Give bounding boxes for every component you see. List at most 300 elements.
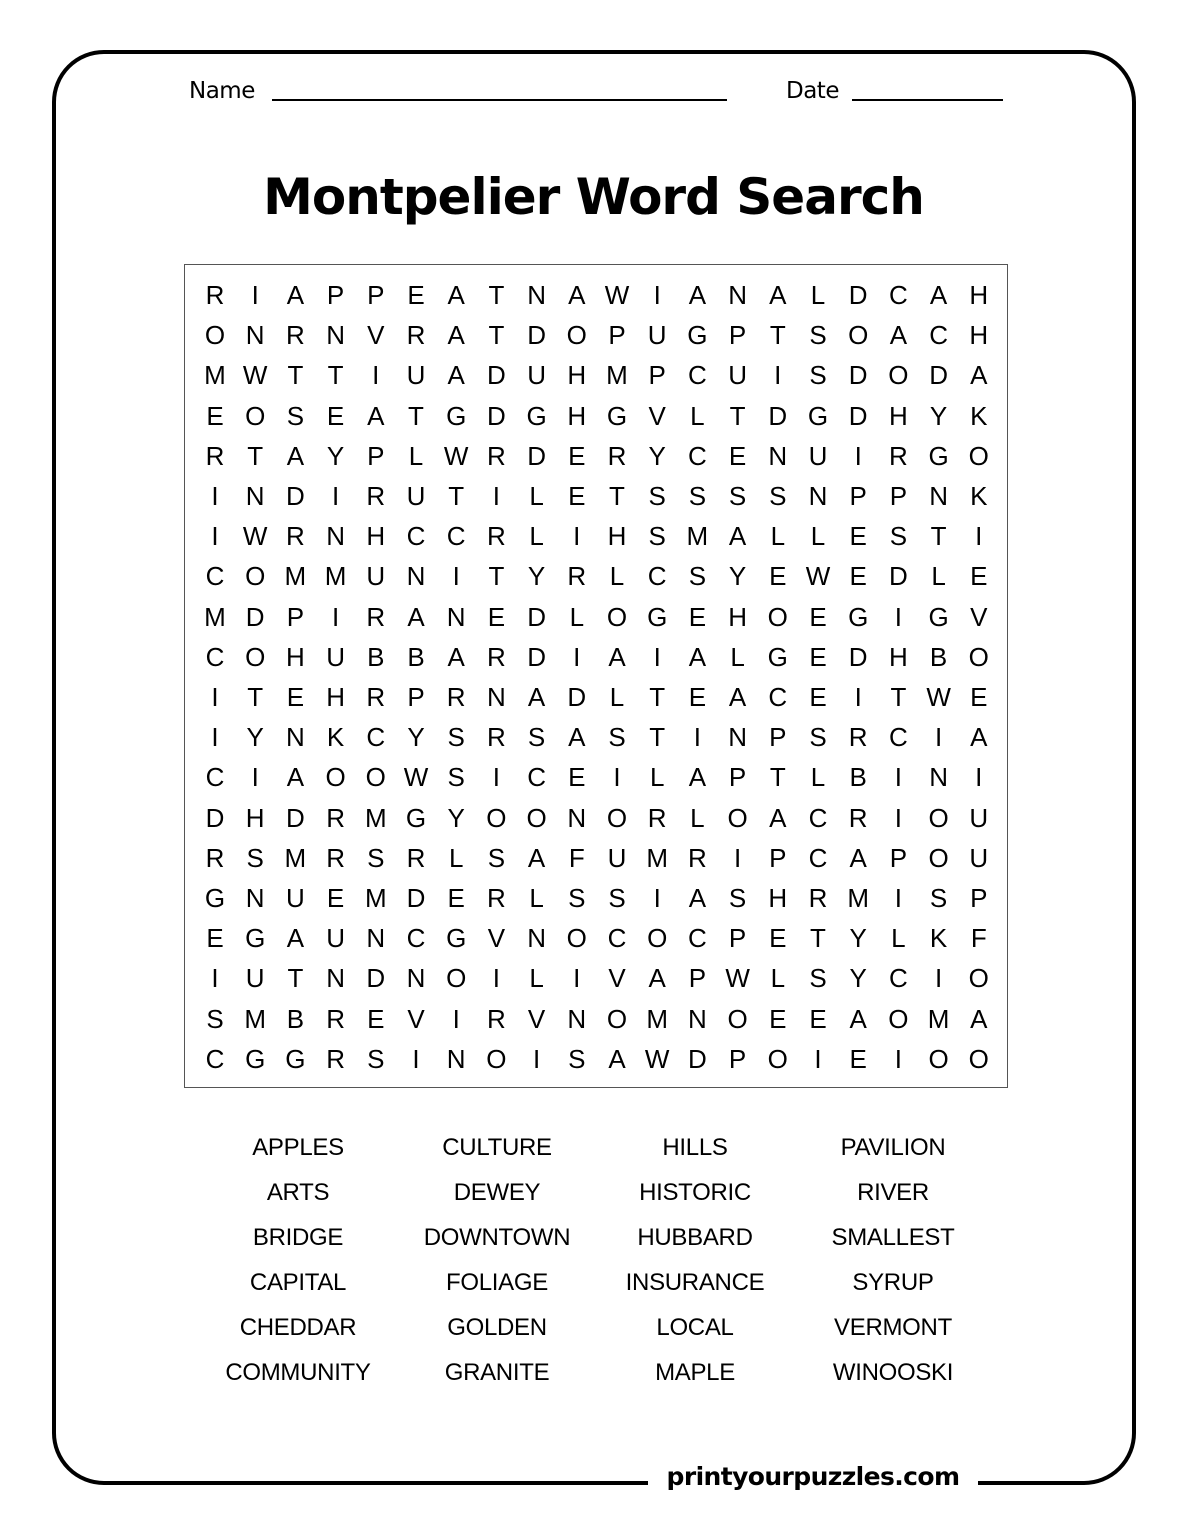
grid-cell[interactable]: D — [527, 320, 546, 351]
grid-cell[interactable]: I — [372, 360, 380, 391]
grid-cell[interactable]: O — [325, 762, 346, 793]
grid-cell[interactable]: U — [808, 440, 828, 471]
grid-cell[interactable]: D — [688, 1043, 707, 1074]
grid-cell[interactable]: H — [607, 521, 627, 552]
grid-cell[interactable]: M — [646, 1003, 669, 1034]
grid-cell[interactable]: E — [728, 440, 747, 471]
grid-cell[interactable]: I — [211, 963, 219, 994]
grid-cell[interactable]: S — [447, 722, 465, 753]
grid-cell[interactable]: H — [768, 883, 788, 913]
grid-cell[interactable]: A — [447, 360, 465, 391]
grid-cell[interactable]: D — [245, 601, 265, 632]
grid-cell[interactable]: H — [969, 280, 989, 310]
grid-cell[interactable]: R — [366, 682, 386, 712]
grid-cell[interactable]: S — [367, 842, 385, 873]
grid-cell[interactable]: T — [247, 440, 264, 471]
grid-cell[interactable]: B — [849, 762, 867, 793]
grid-cell[interactable]: A — [608, 1043, 626, 1074]
grid-cell[interactable]: E — [206, 923, 224, 954]
grid-cell[interactable]: P — [970, 883, 988, 913]
grid-cell[interactable]: S — [648, 521, 666, 552]
grid-cell[interactable]: D — [848, 641, 868, 672]
grid-cell[interactable]: I — [894, 762, 902, 793]
grid-cell[interactable]: A — [688, 641, 707, 672]
grid-cell[interactable]: G — [687, 320, 708, 351]
grid-cell[interactable]: K — [929, 923, 948, 954]
grid-cell[interactable]: U — [647, 320, 667, 351]
grid-cell[interactable]: A — [447, 320, 465, 351]
grid-cell[interactable]: I — [894, 802, 902, 833]
grid-cell[interactable]: O — [606, 802, 628, 833]
grid-cell[interactable]: A — [527, 682, 546, 712]
grid-cell[interactable]: V — [487, 923, 506, 954]
grid-cell[interactable]: P — [407, 682, 425, 712]
grid-cell[interactable]: S — [809, 360, 827, 391]
grid-cell[interactable]: U — [969, 842, 989, 873]
grid-cell[interactable]: B — [407, 641, 425, 672]
grid-cell[interactable]: O — [446, 963, 467, 994]
grid-cell[interactable]: R — [205, 440, 225, 471]
grid-cell[interactable]: Y — [407, 722, 425, 753]
grid-cell[interactable]: M — [927, 1003, 950, 1034]
grid-cell[interactable]: A — [769, 802, 787, 833]
grid-cell[interactable]: C — [929, 320, 948, 351]
grid-cell[interactable]: W — [926, 682, 951, 712]
grid-cell[interactable]: R — [446, 682, 466, 712]
grid-cell[interactable]: R — [366, 481, 386, 511]
grid-cell[interactable]: O — [365, 762, 386, 793]
grid-cell[interactable]: S — [568, 883, 586, 913]
grid-cell[interactable]: E — [568, 762, 586, 793]
grid-cell[interactable]: U — [527, 360, 546, 391]
grid-cell[interactable]: T — [769, 762, 786, 793]
grid-cell[interactable]: V — [367, 320, 385, 351]
grid-cell[interactable]: I — [211, 481, 219, 511]
grid-cell[interactable]: I — [975, 762, 983, 793]
grid-cell[interactable]: I — [573, 521, 581, 552]
grid-cell[interactable]: B — [367, 641, 385, 672]
grid-cell[interactable]: E — [970, 561, 988, 592]
grid-cell[interactable]: P — [608, 320, 626, 351]
grid-cell[interactable]: D — [527, 641, 546, 672]
grid-cell[interactable]: T — [287, 360, 304, 391]
grid-cell[interactable]: O — [486, 802, 507, 833]
grid-cell[interactable]: E — [769, 923, 787, 954]
grid-cell[interactable]: W — [403, 762, 429, 793]
grid-cell[interactable]: S — [809, 320, 827, 351]
grid-cell[interactable]: P — [728, 1043, 747, 1074]
grid-cell[interactable]: S — [889, 521, 908, 552]
grid-cell[interactable]: D — [286, 481, 305, 511]
grid-cell[interactable]: C — [205, 1043, 225, 1074]
grid-cell[interactable]: C — [205, 762, 225, 793]
grid-cell[interactable]: N — [728, 722, 747, 753]
grid-cell[interactable]: O — [968, 641, 989, 672]
grid-cell[interactable]: G — [405, 802, 427, 833]
grid-cell[interactable]: C — [688, 440, 707, 471]
grid-cell[interactable]: T — [609, 481, 625, 511]
grid-cell[interactable]: C — [205, 561, 225, 592]
grid-cell[interactable]: M — [284, 842, 307, 873]
grid-cell[interactable]: L — [649, 762, 665, 793]
grid-cell[interactable]: V — [407, 1003, 425, 1034]
grid-cell[interactable]: I — [854, 440, 862, 471]
grid-cell[interactable]: T — [488, 280, 505, 310]
grid-cell[interactable]: R — [406, 320, 426, 351]
grid-cell[interactable]: R — [889, 440, 908, 471]
grid-cell[interactable]: I — [854, 682, 862, 712]
grid-cell[interactable]: E — [407, 280, 425, 310]
grid-cell[interactable]: R — [326, 842, 345, 873]
grid-cell[interactable]: R — [366, 601, 386, 632]
grid-cell[interactable]: S — [929, 883, 948, 913]
grid-cell[interactable]: D — [527, 440, 546, 471]
grid-cell[interactable]: N — [245, 883, 265, 913]
grid-cell[interactable]: S — [688, 481, 707, 511]
grid-cell[interactable]: N — [768, 440, 788, 471]
grid-cell[interactable]: O — [486, 1043, 507, 1074]
grid-cell[interactable]: T — [287, 963, 304, 994]
grid-cell[interactable]: N — [487, 682, 506, 712]
grid-cell[interactable]: I — [693, 722, 701, 753]
grid-cell[interactable]: M — [324, 561, 347, 592]
grid-cell[interactable]: E — [849, 561, 867, 592]
grid-cell[interactable]: R — [688, 842, 707, 873]
grid-cell[interactable]: O — [968, 440, 989, 471]
grid-cell[interactable]: S — [206, 1003, 224, 1034]
grid-cell[interactable]: O — [245, 561, 266, 592]
grid-cell[interactable]: A — [608, 641, 626, 672]
grid-cell[interactable]: Y — [728, 561, 747, 592]
grid-cell[interactable]: S — [809, 722, 827, 753]
grid-cell[interactable]: K — [326, 722, 345, 753]
grid-cell[interactable]: O — [928, 802, 949, 833]
grid-cell[interactable]: E — [809, 601, 827, 632]
grid-cell[interactable]: C — [768, 682, 788, 712]
grid-cell[interactable]: E — [286, 682, 305, 712]
grid-cell[interactable]: T — [488, 320, 505, 351]
grid-cell[interactable]: E — [849, 1043, 867, 1074]
grid-cell[interactable]: R — [205, 842, 225, 873]
grid-cell[interactable]: E — [809, 641, 827, 672]
grid-cell[interactable]: W — [644, 1043, 670, 1074]
grid-cell[interactable]: A — [447, 280, 465, 310]
grid-cell[interactable]: R — [848, 802, 868, 833]
grid-cell[interactable]: G — [446, 400, 467, 431]
grid-cell[interactable]: P — [367, 440, 385, 471]
grid-cell[interactable]: K — [970, 481, 988, 511]
grid-cell[interactable]: H — [326, 682, 345, 712]
grid-cell[interactable]: O — [928, 1043, 949, 1074]
grid-cell[interactable]: H — [889, 641, 908, 672]
grid-cell[interactable]: A — [527, 842, 546, 873]
grid-cell[interactable]: P — [367, 280, 385, 310]
grid-cell[interactable]: L — [770, 963, 786, 994]
grid-cell[interactable]: E — [809, 682, 827, 712]
grid-cell[interactable]: E — [447, 883, 465, 913]
grid-cell[interactable]: G — [647, 601, 668, 632]
grid-cell[interactable]: I — [653, 280, 661, 310]
grid-cell[interactable]: N — [567, 1003, 587, 1034]
grid-cell[interactable]: U — [326, 641, 345, 672]
grid-cell[interactable]: T — [930, 521, 947, 552]
grid-cell[interactable]: U — [406, 360, 426, 391]
grid-cell[interactable]: D — [205, 802, 225, 833]
grid-cell[interactable]: L — [529, 883, 544, 913]
grid-cell[interactable]: N — [326, 320, 345, 351]
grid-cell[interactable]: K — [970, 400, 988, 431]
grid-cell[interactable]: G — [928, 601, 949, 632]
grid-cell[interactable]: G — [446, 923, 467, 954]
grid-cell[interactable]: S — [286, 400, 305, 431]
grid-cell[interactable]: A — [568, 280, 586, 310]
grid-cell[interactable]: I — [452, 1003, 460, 1034]
grid-cell[interactable]: S — [608, 722, 626, 753]
grid-cell[interactable]: E — [568, 481, 586, 511]
grid-cell[interactable]: H — [366, 521, 386, 552]
grid-cell[interactable]: E — [970, 682, 988, 712]
grid-cell[interactable]: N — [446, 1043, 466, 1074]
grid-cell[interactable]: C — [647, 561, 667, 592]
grid-cell[interactable]: I — [251, 280, 259, 310]
grid-cell[interactable]: R — [205, 280, 225, 310]
grid-cell[interactable]: C — [406, 923, 426, 954]
grid-cell[interactable]: O — [245, 400, 266, 431]
grid-cell[interactable]: T — [327, 360, 344, 391]
grid-cell[interactable]: R — [286, 320, 305, 351]
grid-cell[interactable]: O — [204, 320, 226, 351]
grid-cell[interactable]: F — [970, 923, 987, 954]
grid-cell[interactable]: D — [848, 400, 868, 431]
grid-cell[interactable]: O — [526, 802, 547, 833]
grid-cell[interactable]: R — [326, 1043, 345, 1074]
grid-cell[interactable]: U — [245, 963, 265, 994]
grid-cell[interactable]: B — [286, 1003, 305, 1034]
grid-cell[interactable]: L — [810, 762, 826, 793]
grid-cell[interactable]: D — [366, 963, 386, 994]
grid-cell[interactable]: O — [968, 1043, 989, 1074]
grid-cell[interactable]: A — [286, 440, 305, 471]
grid-cell[interactable]: Y — [648, 440, 666, 471]
grid-cell[interactable]: M — [606, 360, 628, 391]
grid-cell[interactable]: D — [406, 883, 426, 913]
grid-cell[interactable]: N — [286, 722, 305, 753]
grid-cell[interactable]: G — [848, 601, 869, 632]
grid-cell[interactable]: N — [688, 1003, 707, 1034]
grid-cell[interactable]: C — [889, 280, 908, 310]
grid-cell[interactable]: V — [970, 601, 988, 632]
grid-cell[interactable]: H — [567, 400, 587, 431]
grid-cell[interactable]: C — [406, 521, 426, 552]
grid-cell[interactable]: R — [406, 842, 426, 873]
grid-cell[interactable]: D — [487, 360, 506, 391]
grid-cell[interactable]: P — [286, 601, 305, 632]
grid-cell[interactable]: E — [769, 561, 787, 592]
grid-cell[interactable]: M — [364, 802, 387, 833]
grid-cell[interactable]: L — [891, 923, 906, 954]
grid-cell[interactable]: A — [929, 280, 948, 310]
grid-cell[interactable]: G — [767, 641, 788, 672]
grid-cell[interactable]: Y — [447, 802, 465, 833]
name-field-line[interactable] — [272, 99, 727, 101]
grid-cell[interactable]: L — [690, 400, 705, 431]
grid-cell[interactable]: C — [607, 923, 627, 954]
grid-cell[interactable]: I — [412, 1043, 420, 1074]
grid-cell[interactable]: O — [647, 923, 668, 954]
grid-cell[interactable]: N — [446, 601, 466, 632]
grid-cell[interactable]: R — [487, 521, 506, 552]
date-field-line[interactable] — [852, 99, 1003, 101]
grid-cell[interactable]: T — [649, 722, 666, 753]
grid-cell[interactable]: M — [646, 842, 669, 873]
grid-cell[interactable]: R — [487, 641, 506, 672]
grid-cell[interactable]: L — [931, 561, 946, 592]
grid-cell[interactable]: T — [890, 682, 907, 712]
grid-cell[interactable]: I — [211, 521, 219, 552]
grid-cell[interactable]: D — [929, 360, 948, 391]
grid-cell[interactable]: D — [527, 601, 546, 632]
grid-cell[interactable]: A — [728, 682, 747, 712]
grid-cell[interactable]: N — [728, 280, 747, 310]
grid-cell[interactable]: M — [244, 1003, 267, 1034]
grid-cell[interactable]: U — [326, 923, 345, 954]
grid-cell[interactable]: I — [894, 1043, 902, 1074]
grid-cell[interactable]: E — [326, 400, 345, 431]
grid-cell[interactable]: N — [929, 762, 948, 793]
grid-cell[interactable]: I — [653, 641, 661, 672]
grid-cell[interactable]: W — [242, 521, 268, 552]
grid-cell[interactable]: R — [808, 883, 828, 913]
grid-cell[interactable]: P — [849, 481, 867, 511]
grid-cell[interactable]: T — [247, 682, 264, 712]
grid-cell[interactable]: M — [847, 883, 870, 913]
grid-cell[interactable]: O — [888, 360, 909, 391]
grid-cell[interactable]: L — [569, 601, 585, 632]
grid-cell[interactable]: I — [613, 762, 621, 793]
grid-cell[interactable]: A — [970, 722, 988, 753]
grid-cell[interactable]: G — [928, 440, 949, 471]
grid-cell[interactable]: T — [729, 400, 746, 431]
grid-cell[interactable]: R — [326, 1003, 345, 1034]
grid-cell[interactable]: O — [727, 802, 748, 833]
grid-cell[interactable]: O — [566, 320, 587, 351]
grid-cell[interactable]: W — [604, 280, 630, 310]
grid-cell[interactable]: P — [688, 963, 707, 994]
grid-cell[interactable]: D — [286, 802, 305, 833]
grid-cell[interactable]: D — [487, 400, 506, 431]
grid-cell[interactable]: G — [245, 923, 266, 954]
grid-cell[interactable]: T — [810, 923, 826, 954]
grid-cell[interactable]: Y — [326, 440, 345, 471]
grid-cell[interactable]: S — [728, 481, 747, 511]
grid-cell[interactable]: E — [206, 400, 224, 431]
grid-cell[interactable]: A — [286, 280, 305, 310]
grid-cell[interactable]: A — [407, 601, 425, 632]
grid-cell[interactable]: I — [573, 641, 581, 672]
grid-cell[interactable]: I — [814, 1043, 822, 1074]
grid-cell[interactable]: O — [928, 842, 949, 873]
grid-cell[interactable]: G — [204, 883, 226, 913]
grid-cell[interactable]: L — [770, 521, 786, 552]
grid-cell[interactable]: U — [607, 842, 627, 873]
grid-cell[interactable]: G — [606, 400, 628, 431]
grid-cell[interactable]: R — [286, 521, 305, 552]
grid-cell[interactable]: L — [529, 963, 544, 994]
grid-cell[interactable]: U — [969, 802, 989, 833]
grid-cell[interactable]: I — [934, 963, 943, 994]
grid-cell[interactable]: L — [529, 481, 544, 511]
grid-cell[interactable]: A — [568, 722, 586, 753]
grid-cell[interactable]: F — [568, 842, 585, 873]
grid-cell[interactable]: I — [251, 762, 259, 793]
grid-cell[interactable]: S — [648, 481, 666, 511]
grid-cell[interactable]: I — [211, 722, 219, 753]
grid-cell[interactable]: I — [975, 521, 983, 552]
grid-cell[interactable]: O — [888, 1003, 909, 1034]
grid-cell[interactable]: C — [205, 641, 225, 672]
grid-cell[interactable]: H — [889, 400, 908, 431]
grid-cell[interactable]: C — [889, 722, 908, 753]
grid-cell[interactable]: N — [808, 481, 828, 511]
grid-cell[interactable]: A — [688, 280, 707, 310]
grid-cell[interactable]: O — [848, 320, 869, 351]
grid-cell[interactable]: A — [970, 1003, 988, 1034]
grid-cell[interactable]: R — [487, 722, 506, 753]
grid-cell[interactable]: W — [725, 963, 750, 994]
grid-cell[interactable]: R — [326, 802, 345, 833]
grid-cell[interactable]: Y — [527, 561, 546, 592]
grid-cell[interactable]: D — [768, 400, 788, 431]
grid-cell[interactable]: S — [608, 883, 626, 913]
grid-cell[interactable]: U — [286, 883, 305, 913]
grid-cell[interactable]: I — [894, 883, 902, 913]
grid-cell[interactable]: N — [527, 923, 546, 954]
grid-cell[interactable]: H — [969, 320, 989, 351]
grid-cell[interactable]: A — [286, 923, 305, 954]
grid-cell[interactable]: L — [690, 802, 705, 833]
grid-cell[interactable]: U — [728, 360, 747, 391]
grid-cell[interactable]: V — [608, 963, 626, 994]
grid-cell[interactable]: L — [730, 641, 745, 672]
grid-cell[interactable]: R — [607, 440, 627, 471]
grid-cell[interactable]: A — [849, 1003, 867, 1034]
grid-cell[interactable]: E — [849, 521, 867, 552]
grid-cell[interactable]: P — [648, 360, 666, 391]
grid-cell[interactable]: C — [808, 802, 828, 833]
grid-cell[interactable]: A — [728, 521, 747, 552]
grid-cell[interactable]: P — [728, 320, 747, 351]
grid-cell[interactable]: D — [567, 682, 587, 712]
grid-cell[interactable]: D — [848, 360, 868, 391]
grid-cell[interactable]: E — [326, 883, 345, 913]
grid-cell[interactable]: M — [204, 360, 226, 391]
grid-cell[interactable]: I — [492, 963, 500, 994]
grid-cell[interactable]: S — [809, 963, 827, 994]
grid-cell[interactable]: G — [526, 400, 547, 431]
grid-cell[interactable]: N — [929, 481, 948, 511]
grid-cell[interactable]: G — [807, 400, 829, 431]
grid-cell[interactable]: A — [447, 641, 465, 672]
grid-cell[interactable]: A — [889, 320, 908, 351]
grid-cell[interactable]: A — [688, 883, 707, 913]
grid-cell[interactable]: A — [648, 963, 666, 994]
grid-cell[interactable]: L — [408, 440, 424, 471]
grid-cell[interactable]: I — [532, 1043, 541, 1074]
grid-cell[interactable]: P — [889, 842, 908, 873]
grid-cell[interactable]: S — [367, 1043, 385, 1074]
grid-cell[interactable]: C — [889, 963, 908, 994]
grid-cell[interactable]: N — [406, 963, 426, 994]
